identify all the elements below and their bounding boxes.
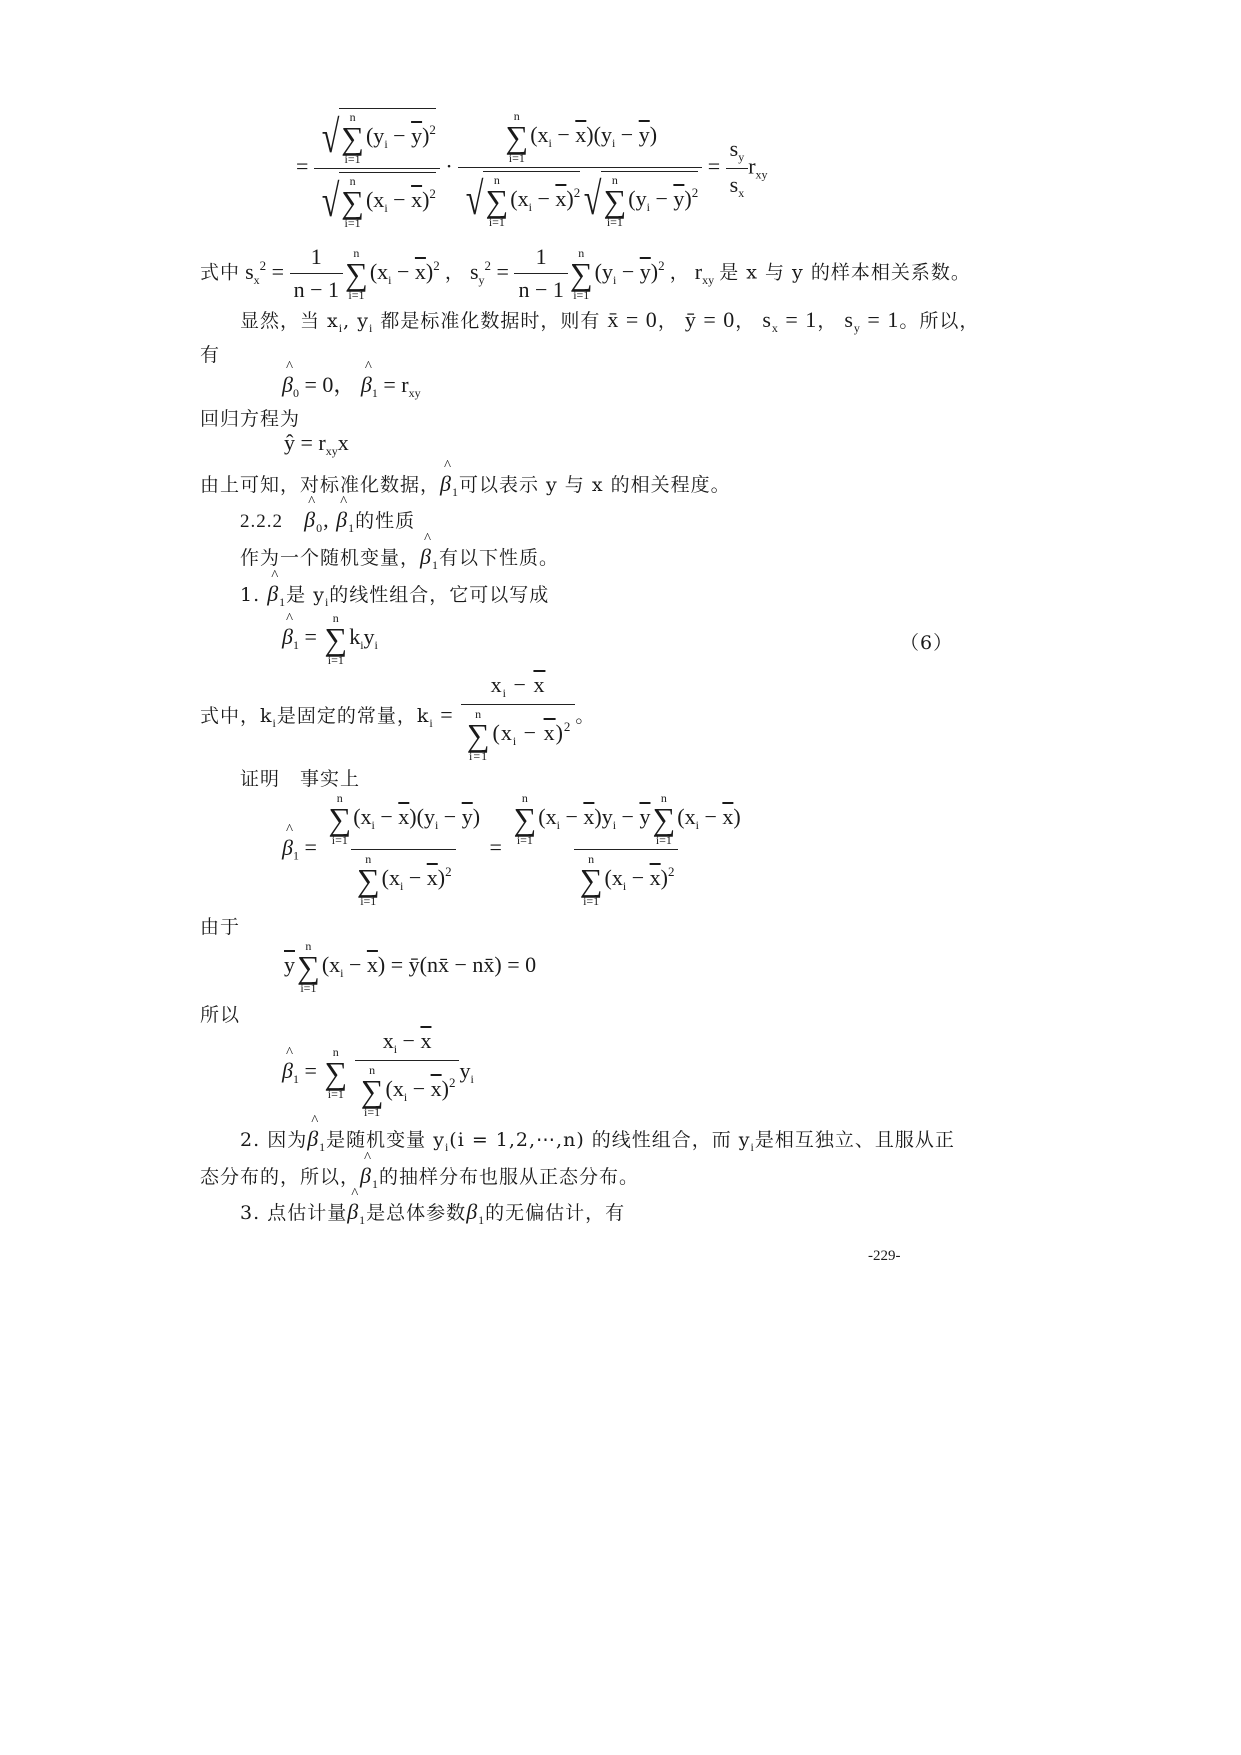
equation-beta1-final: ^ $\beta_1$ = n ∑ i=1 $x_i - \overline{x}$ n ∑ i=1 $(x_i - \overline{x})^2$ $y_i$ [282,1028,474,1118]
paragraph-continued: 有 [200,344,221,366]
property-2-line-2: 态分布的，所以，^ $\beta_1$的抽样分布也服从正态分布。 [200,1162,639,1192]
k-definition: 式中，$k_i$是固定的常量，$k_i$ = $x_i - \overline{x}$ n ∑ i=1 $(x_i - \overline{x})^2$ 。 [200,672,596,763]
therefore-label: 所以 [200,1004,241,1026]
equation-because: $\overline{y}$ n ∑ i=1 $(x_i - \overline{x})$ = ȳ(nx̄ − nx̄) = 0 [284,939,537,995]
beta-values: ^ $\beta_0 = 0$， ^ $\beta_1 = r_{xy}$ [282,368,421,401]
conclusion-line: 由上可知，对标准化数据，^ $\beta_1$可以表示 y 与 x 的相关程度。 [200,470,731,500]
intro-properties: 作为一个随机变量，^ $\beta_1$有以下性质。 [240,543,559,573]
fraction-sy-sx: $\frac{s_y}{s_x}$ [726,136,749,201]
equation-number-6: （6） [900,632,954,654]
section-heading: 2.2.2 ^ $\beta_0$, ^ $\beta_1$的性质 [240,506,415,536]
proof-label: 证明 事实上 [240,768,361,790]
text: 式中 [200,261,241,284]
regression-label: 回归方程为 [200,408,301,430]
definitions-line: 式中 $s_x^2$ = $\frac{1}{n - 1}$ n ∑ i=1 $(x_i - \overline{x})^2$ ， $s_y^2$ = $\frac{1}{n - 1}$ n ∑ i=1 $(y_i - \overline{y})^2$ ， $r_{xy}$ 是 x 与 y 的样本相关系数。 [200,244,971,302]
fraction-sqrt-ratio: √ n ∑ i=1 $(y_i - \overline{y})^2$ √ n ∑ i=1 $(x_i - \overline{x})^2$ [314,108,440,229]
property-3: 3. 点估计量^ $\beta_1$是总体参数$\beta_1$的无偏估计，有 [240,1198,625,1228]
property-1: 1. ^ $\beta_1$是 $y_i$的线性组合，它可以写成 [240,580,549,610]
because-label: 由于 [200,916,241,938]
equals-sign: = [296,153,309,179]
equation-sy-over-sx: = √ n ∑ i=1 $(y_i - \overline{y})^2$ √ n ∑ i=1 $(x_i - \overline{x})^2$ · n ∑ i=1 $(x_i - \overline{x})(y_i - \overline{y})$ √ n ∑ i=1 $(x_i - \overline{x})^2$ √ n ∑ i=1 $(y_i - \overline{y})^2$ = $\frac{s_y}{s_x}$ $r_{xy}$ [296,108,768,230]
paragraph-standardized: 显然，当 $x_i$, $y_i$ 都是标准化数据时，则有 x̄ = 0， ȳ = 0， $s_x = 1$， $s_y = 1$。所以， [240,307,980,335]
page-number: -229- [868,1248,901,1264]
equation-6: ^ $\beta_1$ = n ∑ i=1 $k_iy_i$ [282,612,378,666]
property-2-line-1: 2. 因为^ $\beta_1$是随机变量 $y_i(i$ = 1,2,⋯,n) 的线性组合，而 $y_i$是相互独立、且服从正 [240,1125,955,1155]
text: 是 x 与 y 的样本相关系数。 [719,261,971,284]
equation-beta1-proof: ^ $\beta_1$ = n ∑ i=1 $(x_i - \overline{x})(y_i - \overline{y})$ n ∑ i=1 $(x_i - \overline{x})^2$ = n ∑ i=1 $(x_i - \overline{x})y_i - \overline{y}$ n ∑ i=1 $(x_i - \overline{x})$ n ∑ i=1 $(x_i - \overline{x})^2$ [282,792,745,907]
fraction-correlation: n ∑ i=1 $(x_i - \overline{x})(y_i - \overline{y})$ √ n ∑ i=1 $(x_i - \overline{x})^2$ √ n ∑ i=1 $(y_i - \overline{y})^2$ [458,110,702,228]
regression-equation: ŷ = $r_{xy}x$ [284,430,349,458]
